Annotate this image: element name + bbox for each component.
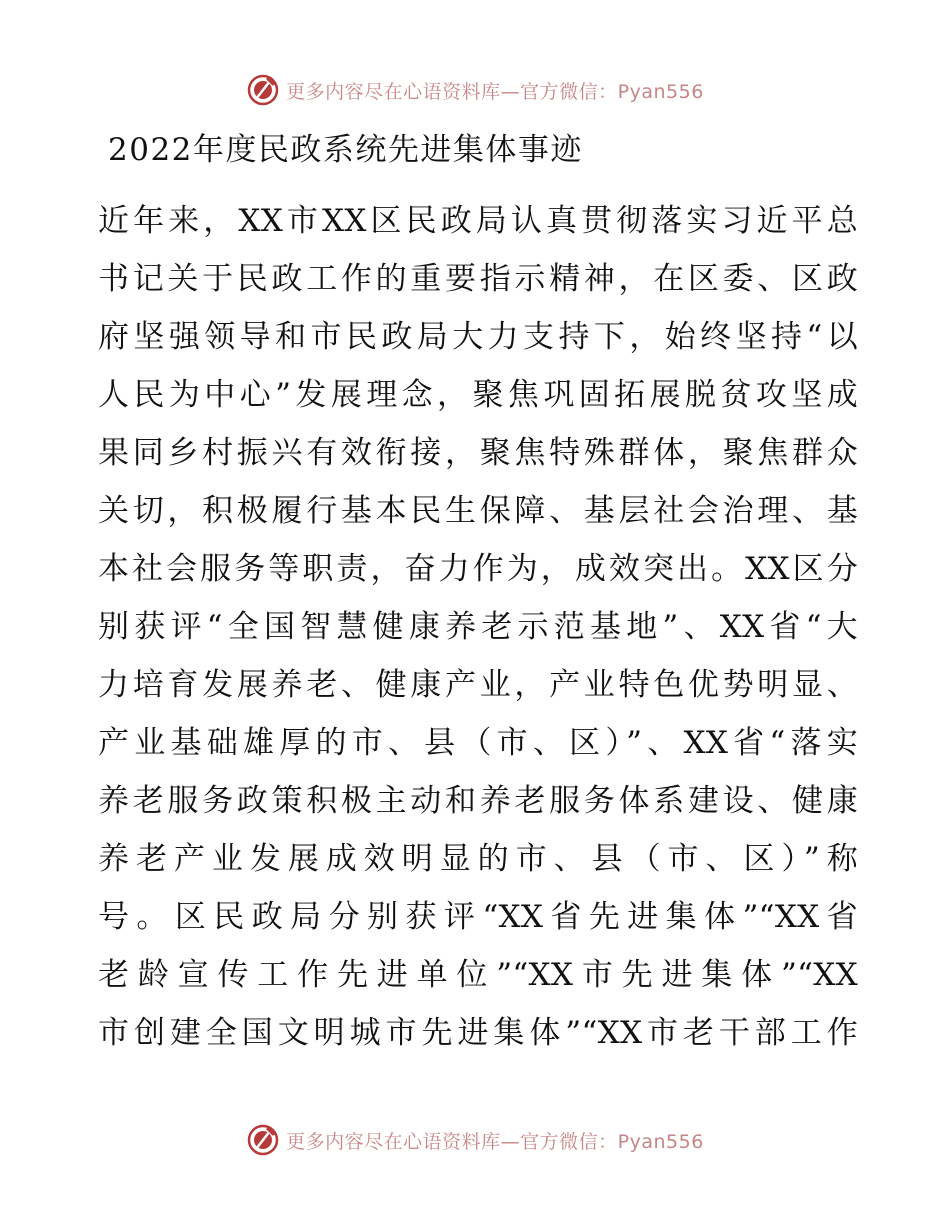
- watermark-footer: [0, 1120, 950, 1160]
- paragraph-line: 关切，积极履行基本民生保障、基层社会治理、基: [98, 493, 858, 529]
- paragraph-line: 府坚强领导和市民政局大力支持下，始终坚持“以: [98, 319, 858, 355]
- pen-seal-icon: [246, 1123, 280, 1157]
- watermark-header: [0, 70, 950, 110]
- paragraph-line: 书记关于民政工作的重要指示精神，在区委、区政: [98, 261, 858, 297]
- paragraph-line: 近年来，XX市XX区民政局认真贯彻落实习近平总: [98, 203, 858, 239]
- pen-seal-icon: [246, 73, 280, 107]
- paragraph-line: 别获评“全国智慧健康养老示范基地”、XX省“大: [98, 609, 858, 645]
- paragraph-line: 养老服务政策积极主动和养老服务体系建设、健康: [98, 783, 858, 819]
- paragraph-line: 果同乡村振兴有效衔接，聚焦特殊群体，聚焦群众: [98, 435, 858, 471]
- paragraph-line: 市创建全国文明城市先进集体”“XX市老干部工作: [98, 1015, 858, 1051]
- document-body: [98, 192, 858, 1062]
- paragraph-line: 产业基础雄厚的市、县（市、区）”、XX省“落实: [98, 725, 858, 761]
- paragraph-line: 人民为中心”发展理念，聚焦巩固拓展脱贫攻坚成: [98, 377, 858, 413]
- paragraph-line: 老龄宣传工作先进单位”“XX市先进集体”“XX: [98, 957, 858, 993]
- paragraph-line: 力培育发展养老、健康产业，产业特色优势明显、: [98, 667, 858, 703]
- document-title: 2022年度民政系统先进集体事迹: [108, 132, 583, 168]
- watermark-text: 更多内容尽在心语资料库—官方微信：Pyan556: [286, 1130, 704, 1153]
- paragraph-line: 号。区民政局分别获评“XX省先进集体”“XX省: [98, 899, 858, 935]
- paragraph-line: 本社会服务等职责，奋力作为，成效突出。XX区分: [98, 551, 858, 587]
- watermark-text: 更多内容尽在心语资料库—官方微信：Pyan556: [286, 80, 704, 103]
- paragraph-line: 养老产业发展成效明显的市、县（市、区）”称: [98, 841, 858, 877]
